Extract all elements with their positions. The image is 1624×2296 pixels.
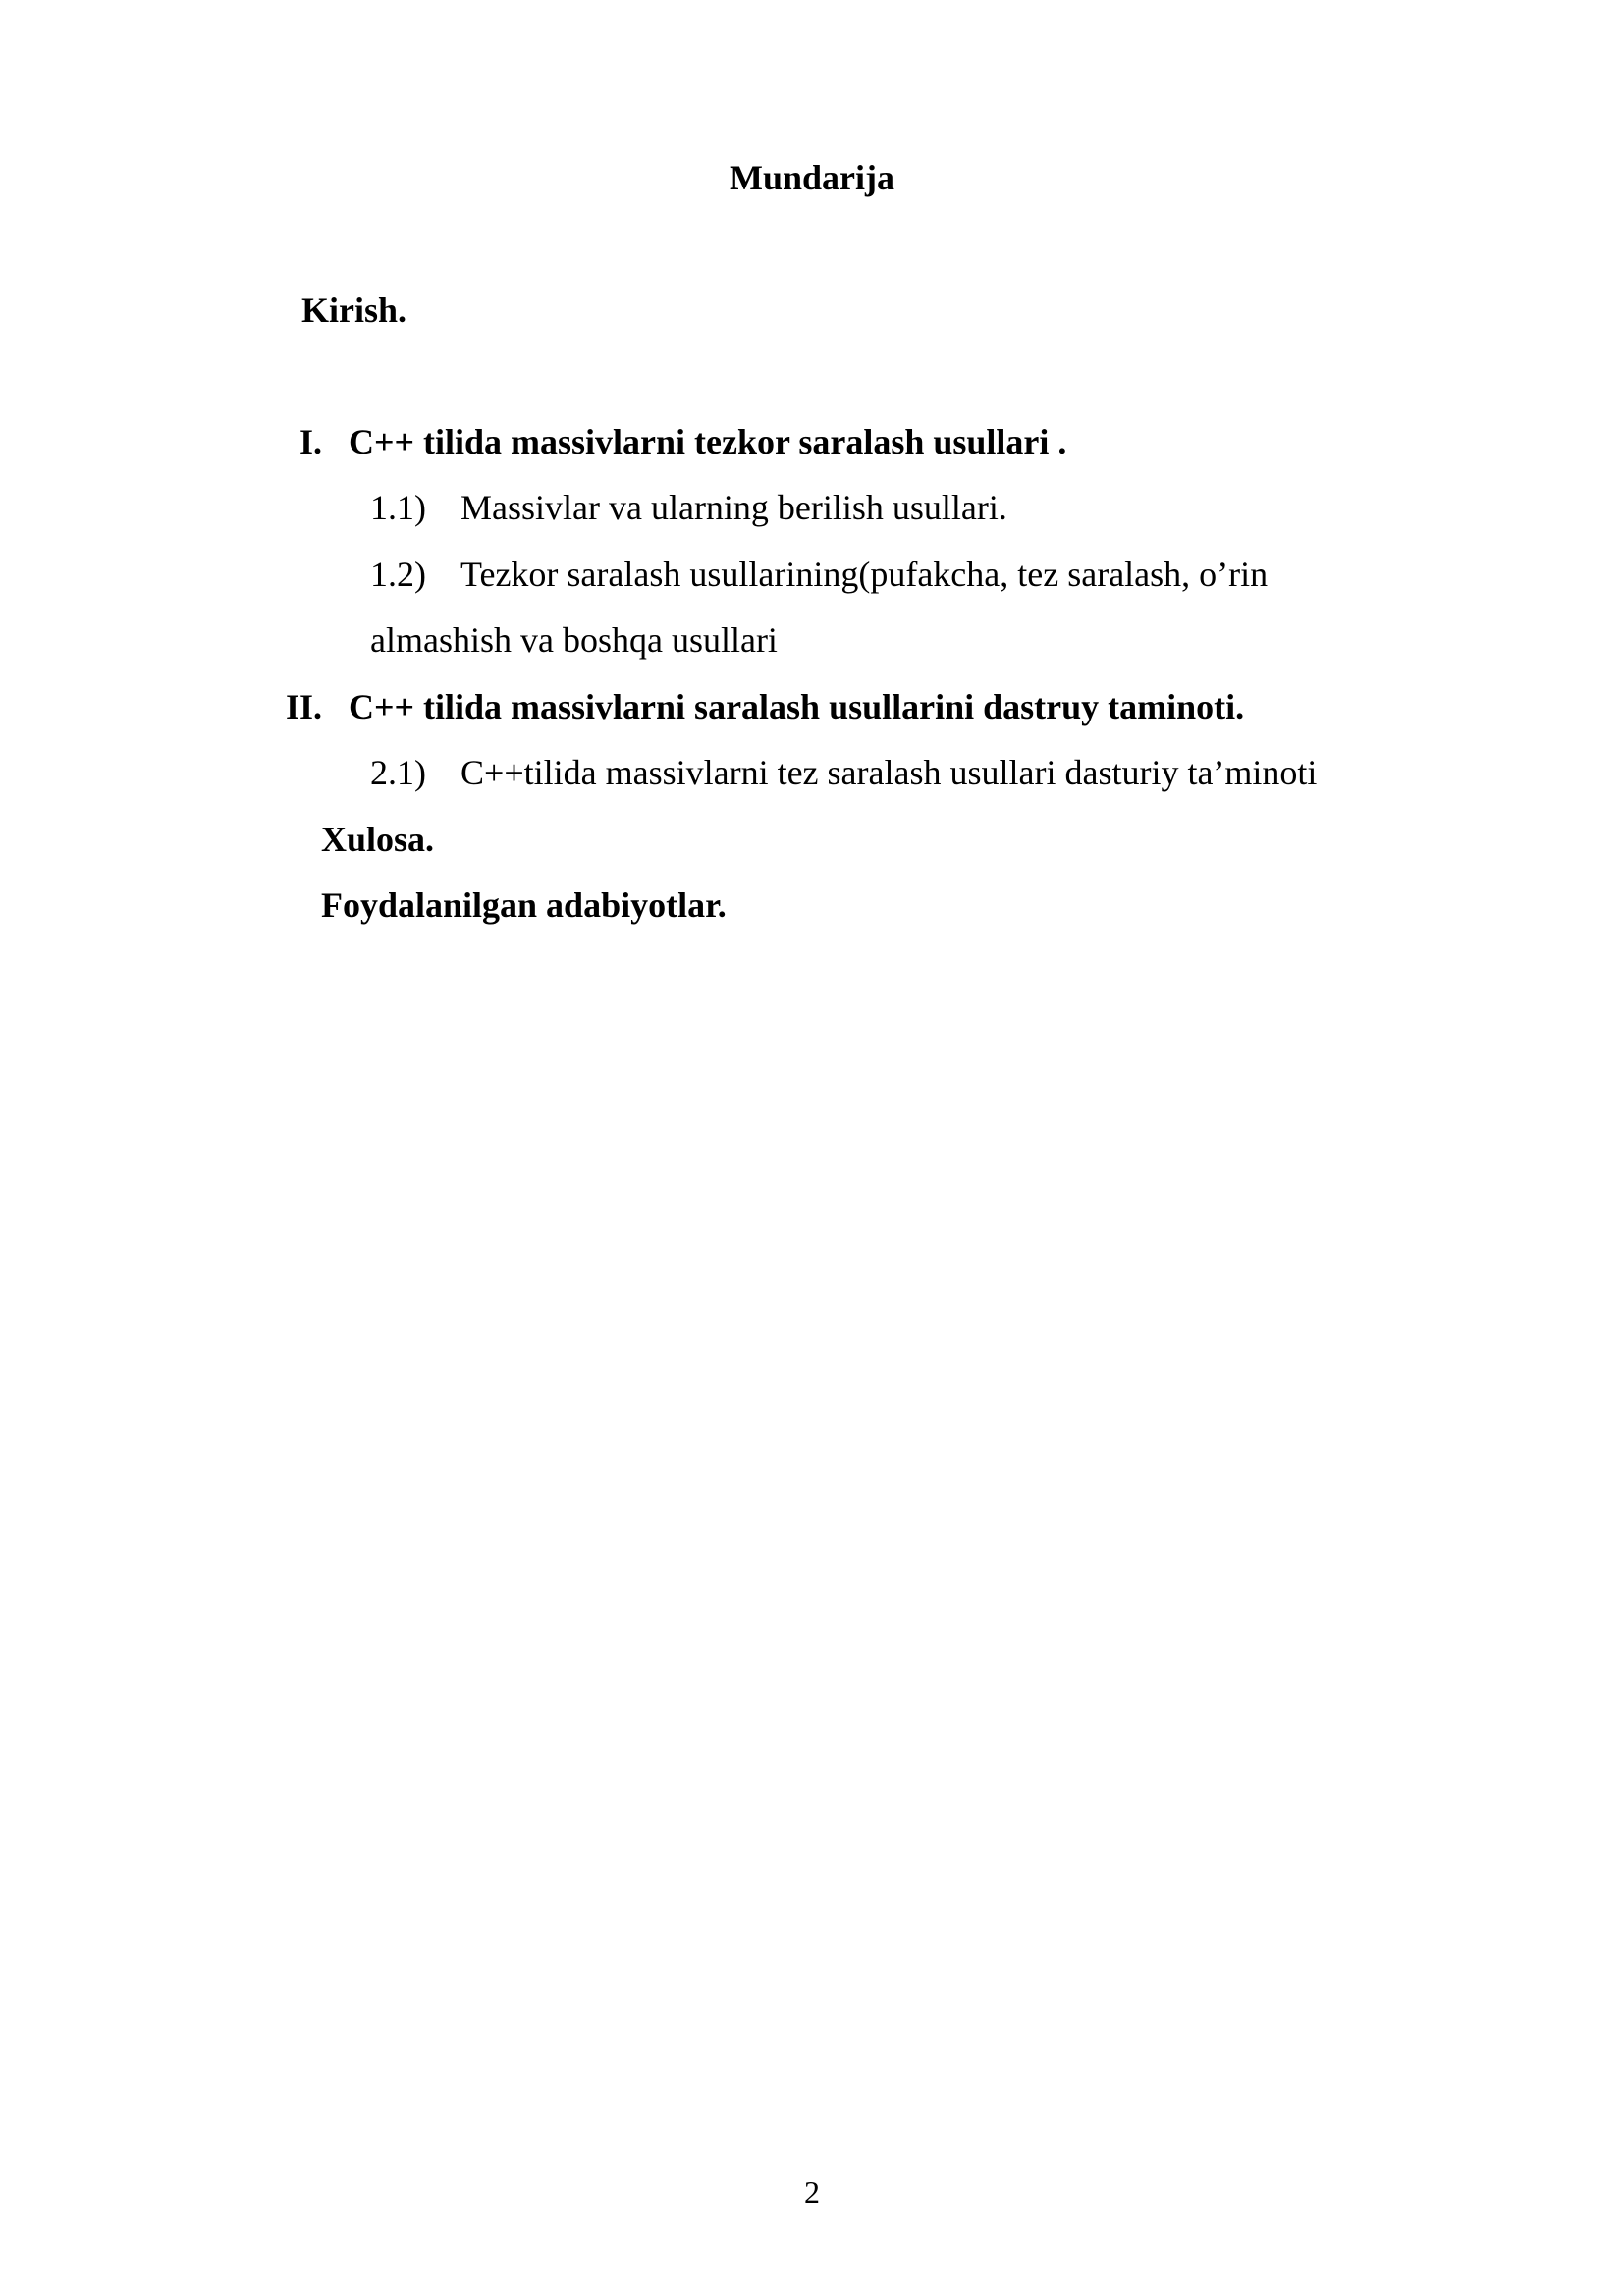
section-2-heading: C++ tilida massivlarni saralash usullarini dastruy taminoti.	[349, 687, 1245, 726]
section-1-numeral: I.	[298, 422, 322, 461]
section-1-heading: C++ tilida massivlarni tezkor saralash usullari .	[349, 422, 1067, 461]
toc-references: Foydalanilgan adabiyotlar.	[321, 885, 727, 925]
item-1-2-text: Tezkor saralash usullarining(pufakcha, tez saralash, o’rin	[460, 555, 1269, 594]
item-1-1-text: Massivlar va ularning berilish usullari.	[460, 488, 1007, 527]
item-1-1-number: 1.1)	[370, 488, 426, 527]
toc-conclusion: Xulosa.	[321, 820, 435, 859]
item-2-1-text: C++tilida massivlarni tez saralash usullari dasturiy ta’minoti	[460, 753, 1318, 792]
item-1-2-number: 1.2)	[370, 555, 426, 594]
item-1-2-continuation: almashish va boshqa usullari	[370, 620, 778, 660]
item-2-1-number: 2.1)	[370, 753, 426, 792]
page-title: Mundarija	[729, 158, 894, 197]
section-2-numeral: II.	[285, 687, 322, 726]
page-number: 2	[804, 2174, 820, 2210]
toc-intro: Kirish.	[301, 291, 407, 330]
